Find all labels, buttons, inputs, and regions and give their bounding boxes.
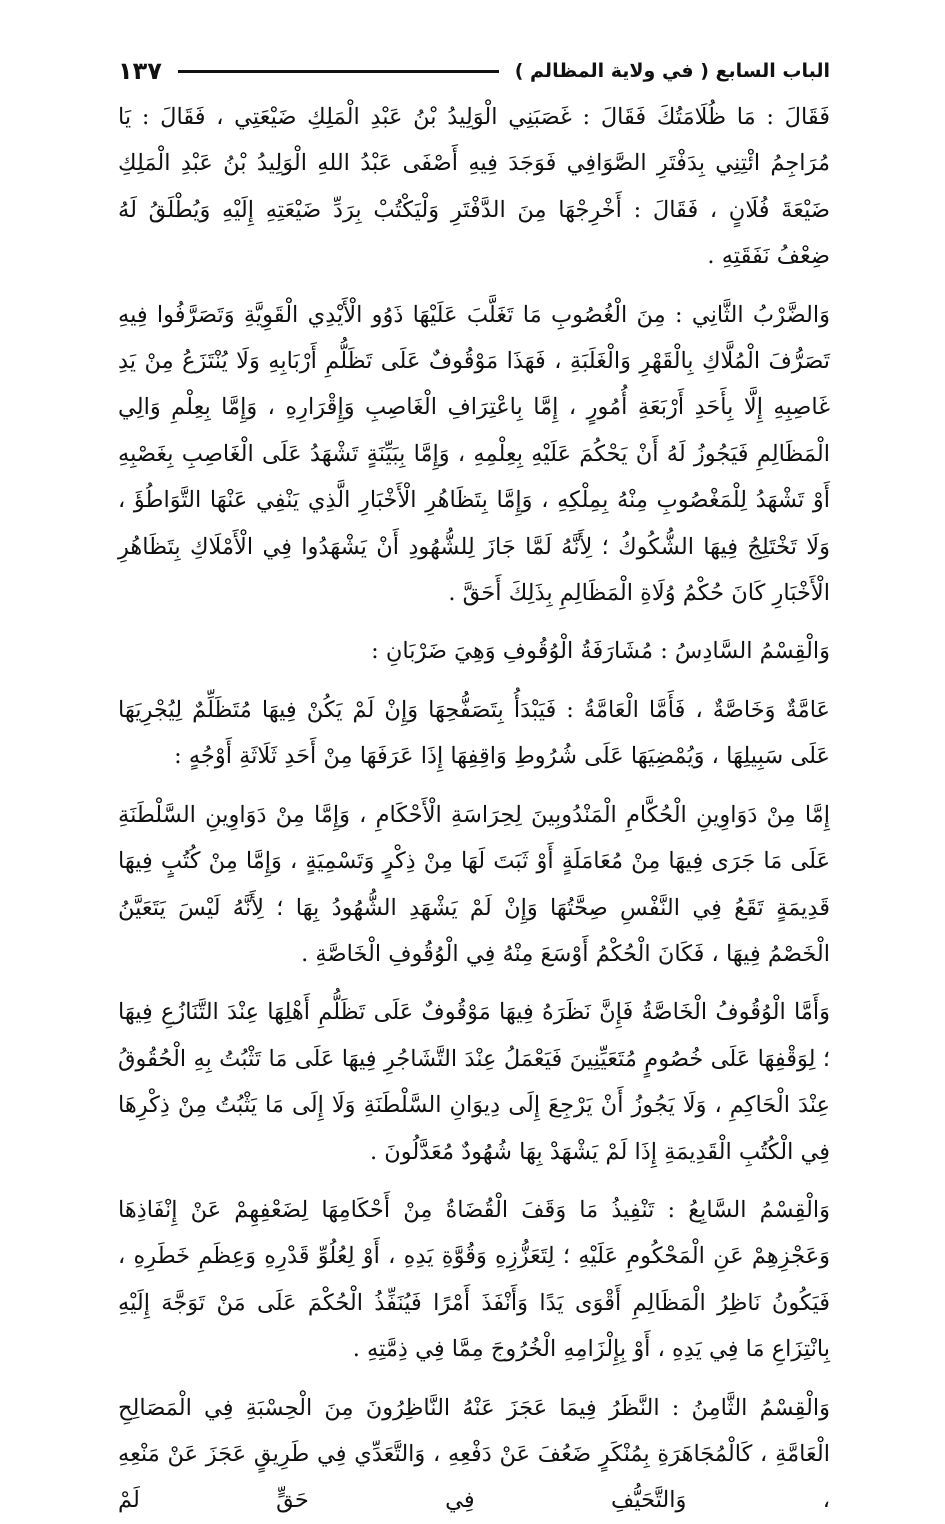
paragraph: وَالْقِسْمُ الثَّامِنُ : النَّظَرُ فِيمَا عَجَزَ عَنْهُ النَّاظِرُونَ مِنَ الْحِسْبَةِ فِي الْمَصَالِحِ الْعَامَّةِ ، كَالْمُجَاهَرَةِ بِمُنْكَرٍ ضَعُفَ عَنْ دَفْعِهِ ، وَالتَّعَدِّي فِي طَرِيقٍ عَجَزَ عَنْ مَنْعِهِ ، وَالتَّحَيُّفِ فِي حَقٍّ لَمْ (118, 1394, 830, 1514)
paragraph: وَأَمَّا الْوُقُوفُ الْخَاصَّةُ فَإِنَّ نَظَرَهُ فِيهَا مَوْقُوفٌ عَلَى تَظَلُّمِ أَهْلِهَا عِنْدَ التَّنَازُعِ فِيهَا ؛ لِوَقْفِهَا عَلَى خُصُومٍ مُتَعَيِّنِينَ فَيَعْمَلُ عِنْدَ التَّشَاجُرِ فِيهَا عَلَى مَا تَثْبُتُ بِهِ الْحُقُوقُ عِنْدَ الْحَاكِمِ ، وَلَا يَجُوزُ أَنْ يَرْجِعَ إِلَى دِيوَانِ السَّلْطَنَةِ وَلَا إِلَى مَا يَثْبُتُ مِنْ ذِكْرِهَا فِي الْكُتُبِ الْقَدِيمَةِ إِذَا لَمْ يَشْهَدْ بِهَا شُهُودٌ مُعَدَّلُونَ . (118, 999, 830, 1165)
paragraph: إِمَّا مِنْ دَوَاوِينِ الْحُكَّامِ الْمَنْدُوبِينَ لِحِرَاسَةِ الْأَحْكَامِ ، وَإِمَّا مِنْ دَوَاوِينِ السَّلْطَنَةِ عَلَى مَا جَرَى فِيهَا مِنْ مُعَامَلَةٍ أَوْ ثَبَتَ لَهَا مِنْ ذِكْرٍ وَتَسْمِيَةٍ ، وَإِمَّا مِنْ كُتُبٍ فِيهَا قَدِيمَةٍ تَقَعُ فِي النَّفْسِ صِحَّتُهَا وَإِنْ لَمْ يَشْهَدِ الشُّهُودُ بِهَا ؛ لِأَنَّهُ لَيْسَ يَتَعَيَّنُ الْخَصْمُ فِيهَا ، فَكَانَ الْحُكْمُ أَوْسَعَ مِنْهُ فِي الْوُقُوفِ الْخَاصَّةِ . (118, 801, 830, 967)
page-number: ١٣٧ (118, 57, 162, 85)
chapter-title: الباب السابع ( في ولاية المظالم ) (514, 60, 830, 82)
paragraph: وَالْقِسْمُ السَّابِعُ : تَنْفِيذُ مَا وَقَفَ الْقُضَاةُ مِنْ أَحْكَامِهَا لِضَعْفِهِمْ عَنْ إِنْفَاذِهَا وَعَجْزِهِمْ عَنِ الْمَحْكُومِ عَلَيْهِ ؛ لِتَعَزُّزِهِ وَقُوَّةِ يَدِهِ ، أَوْ لِعُلُوِّ قَدْرِهِ وَعِظَمِ خَطَرِهِ ، فَيَكُونُ نَاظِرُ الْمَظَالِمِ أَقْوَى يَدًا وَأَنْفَذَ أَمْرًا فَيُنَفِّذُ الْحُكْمَ عَلَى مَنْ تَوَجَّهَ إِلَيْهِ بِانْتِزَاعِ مَا فِي يَدِهِ ، أَوْ بِإِلْزَامِهِ الْخُرُوجَ مِمَّا فِي ذِمَّتِهِ . (118, 1196, 830, 1363)
page-body (118, 94, 830, 1524)
header-rule (178, 70, 499, 73)
paragraph: وَالضَّرْبُ الثَّانِي : مِنَ الْغُصُوبِ مَا تَغَلَّبَ عَلَيْهَا ذَوُو الْأَيْدِي الْقَوِيَّةِ وَتَصَرَّفُوا فِيهِ تَصَرُّفَ الْمُلَّاكِ بِالْقَهْرِ وَالْغَلَبَةِ ، فَهَذَا مَوْقُوفٌ عَلَى تَظَلُّمِ أَرْبَابِهِ وَلَا يُنْتَزَعُ مِنْ يَدِ غَاصِبِهِ إِلَّا بِأَحَدِ أَرْبَعَةِ أُمُورٍ ، إِمَّا بِاعْتِرَافِ الْغَاصِبِ وَإِقْرَارِهِ ، وَإِمَّا بِعِلْمِ وَالِي الْمَظَالِمِ فَيَجُوزُ لَهُ أَنْ يَحْكُمَ عَلَيْهِ بِعِلْمِهِ ، وَإِمَّا بِبَيِّنَةٍ تَشْهَدُ عَلَى الْغَاصِبِ بِغَصْبِهِ أَوْ تَشْهَدُ لِلْمَغْصُوبِ مِنْهُ بِمِلْكِهِ ، وَإِمَّا بِتَظَاهُرِ الْأَخْبَارِ الَّذِي يَنْفِي عَنْهَا التَّوَاطُؤَ ، وَلَا تَخْتَلِجُ فِيهَا الشُّكُوكُ ؛ لِأَنَّهُ لَمَّا جَازَ لِلشُّهُودِ أَنْ يَشْهَدُوا فِي الْأَمْلَاكِ بِتَظَاهُرِ الْأَخْبَارِ كَانَ حُكْمُ وُلَاةِ الْمَظَالِمِ بِذَلِكَ أَحَقَّ . (118, 301, 830, 607)
paragraph: عَامَّةٌ وَخَاصَّةٌ ، فَأَمَّا الْعَامَّةُ : فَيَبْدَأُ بِتَصَفُّحِهَا وَإِنْ لَمْ يَكُنْ فِيهَا مُتَظَلِّمٌ لِيُجْرِيَهَا عَلَى سَبِيلِهَا ، وَيُمْضِيَهَا عَلَى شُرُوطِ وَاقِفِهَا إِذَا عَرَفَهَا مِنْ أَحَدِ ثَلَاثَةِ أَوْجُهٍ : (118, 696, 830, 770)
paragraph: وَالْقِسْمُ السَّادِسُ : مُشَارَفَةُ الْوُقُوفِ وَهِيَ ضَرْبَانِ : (371, 638, 830, 665)
book-page (118, 48, 830, 1524)
paragraph: فَقَالَ : مَا ظُلَامَتُكَ فَقَالَ : غَصَبَنِي الْوَلِيدُ بْنُ عَبْدِ الْمَلِكِ ضَيْعَتِي ، فَقَالَ : يَا مُرَاجِمُ ائْتِنِي بِدَفْتَرِ الصَّوَافِي فَوَجَدَ فِيهِ أَصْفَى عَبْدُ اللهِ الْوَلِيدُ بْنُ عَبْدِ الْمَلِكِ ضَيْعَةَ فُلَانٍ ، فَقَالَ : أَخْرِجْهَا مِنَ الدَّفْتَرِ وَلْيَكْتُبْ بِرَدِّ ضَيْعَتِهِ إِلَيْهِ وَيُطْلَقُ لَهُ ضِعْفُ نَفَقَتِهِ . (118, 104, 830, 270)
running-header (118, 48, 830, 94)
